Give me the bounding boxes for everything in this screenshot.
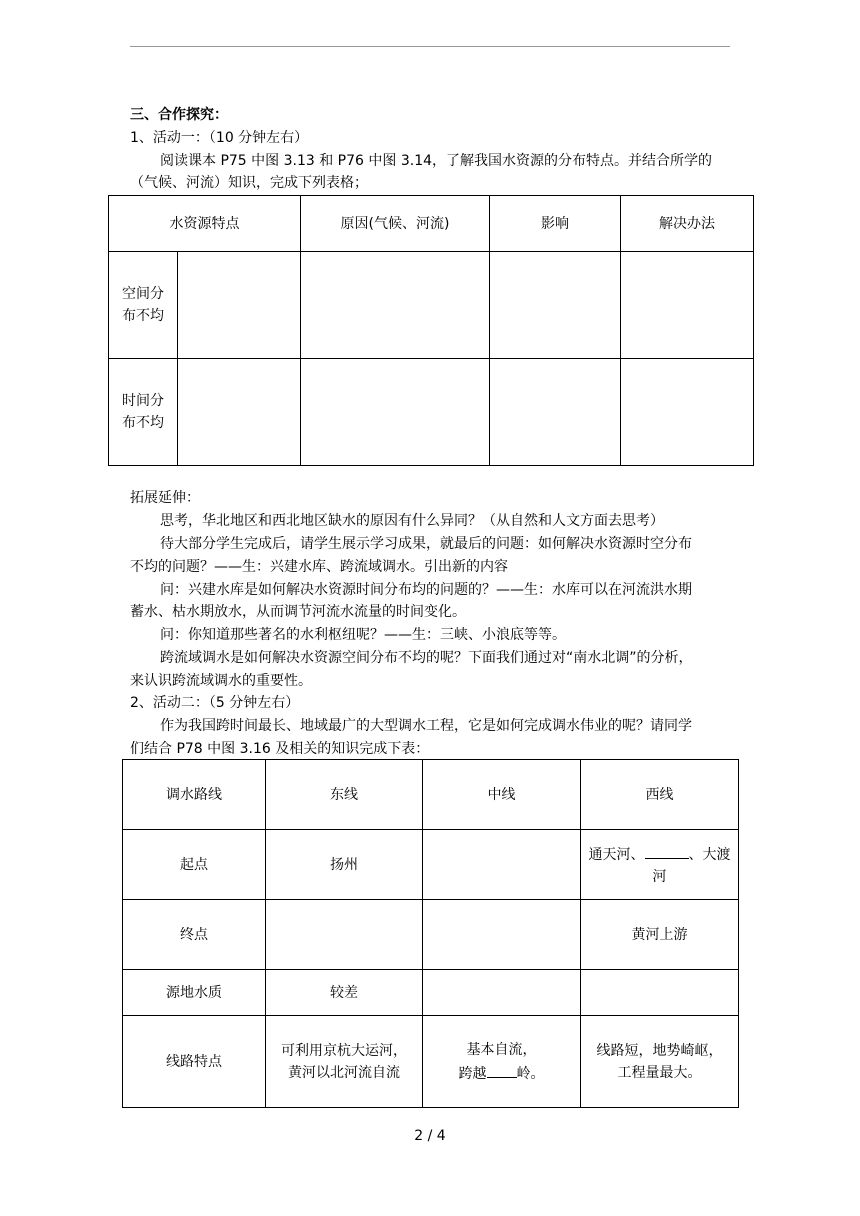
table2-header-west: 西线 (581, 760, 739, 830)
extension-p2b: 不均的问题？——生：兴建水库、跨流域调水。引出新的内容 (130, 559, 508, 575)
table2-end-middle (423, 900, 581, 970)
table1-cell (490, 359, 621, 466)
table2-quality-label: 源地水质 (123, 970, 266, 1016)
activity2-line2: 们结合 P78 中图 3.16 及相关的知识完成下表： (130, 741, 430, 757)
table1-cell (490, 252, 621, 359)
table1-cell (178, 252, 301, 359)
extension-heading: 拓展延伸： (130, 490, 200, 506)
table1-cell (178, 359, 301, 466)
table2-quality-east: 较差 (266, 970, 423, 1016)
table1-header-solution: 解决办法 (621, 196, 754, 252)
table2-end-east (266, 900, 423, 970)
table2-start-west: 通天河、 、大渡 河 (581, 830, 739, 900)
activity1-heading: 1、活动一：（10 分钟左右） (130, 130, 309, 146)
table1-cell (621, 359, 754, 466)
table2-feature-middle: 基本自流， 跨越 岭。 (423, 1016, 581, 1108)
activity2-line1: 作为我国跨时间最长、地域最广的大型调水工程，它是如何完成调水伟业的呢？请同学 (160, 718, 692, 734)
table2-end-west: 黄河上游 (581, 900, 739, 970)
table2-header-route: 调水路线 (123, 760, 266, 830)
table1-cell (301, 359, 490, 466)
table2-quality-west (581, 970, 739, 1016)
table2-feature-east: 可利用京杭大运河， 黄河以北河流自流 (266, 1016, 423, 1108)
water-diversion-table (122, 759, 739, 1108)
activity1-line2: （气候、河流）知识，完成下列表格； (130, 175, 368, 191)
table1-row-label-space: 空间分 布不均 (109, 252, 178, 359)
table2-start-east: 扬州 (266, 830, 423, 900)
extension-p1: 思考，华北地区和西北地区缺水的原因有什么异同？（从自然和人文方面去思考） (160, 513, 664, 529)
table1-cell (301, 252, 490, 359)
table1-header-impact: 影响 (490, 196, 621, 252)
table2-header-middle: 中线 (423, 760, 581, 830)
extension-p3a: 问：兴建水库是如何解决水资源时间分布均的问题的？——生：水库可以在河流洪水期 (160, 582, 692, 598)
page-number: 2 / 4 (414, 1128, 446, 1144)
extension-p5b: 来认识跨流域调水的重要性。 (130, 673, 312, 689)
extension-p5a: 跨流域调水是如何解决水资源空间分布不均的呢？下面我们通过对“南水北调”的分析， (160, 650, 693, 666)
table2-feature-west: 线路短，地势崎岖， 工程量最大。 (581, 1016, 739, 1108)
extension-p3b: 蓄水、枯水期放水，从而调节河流水流量的时间变化。 (130, 604, 466, 620)
table1-row-label-time: 时间分 布不均 (109, 359, 178, 466)
activity2-heading: 2、活动二：（5 分钟左右） (130, 695, 300, 711)
header-rule (130, 46, 730, 47)
table2-feature-label: 线路特点 (123, 1016, 266, 1108)
extension-p4: 问：你知道那些著名的水利枢纽呢？——生：三峡、小浪底等等。 (160, 627, 566, 643)
extension-p2a: 待大部分学生完成后，请学生展示学习成果，就最后的问题：如何解决水资源时空分布 (160, 536, 692, 552)
water-resource-table (108, 195, 754, 466)
fill-blank (487, 1061, 517, 1078)
table2-start-middle (423, 830, 581, 900)
table1-header-feature: 水资源特点 (109, 196, 301, 252)
table1-header-cause: 原因(气候、河流) (301, 196, 490, 252)
table2-start-label: 起点 (123, 830, 266, 900)
table2-end-label: 终点 (123, 900, 266, 970)
table2-quality-middle (423, 970, 581, 1016)
table1-cell (621, 252, 754, 359)
section-title: 三、合作探究： (130, 107, 228, 123)
activity1-line1: 阅读课本 P75 中图 3.13 和 P76 中图 3.14，了解我国水资源的分布特点。并结合所学的 (160, 153, 713, 169)
fill-blank (645, 842, 689, 859)
table2-header-east: 东线 (266, 760, 423, 830)
